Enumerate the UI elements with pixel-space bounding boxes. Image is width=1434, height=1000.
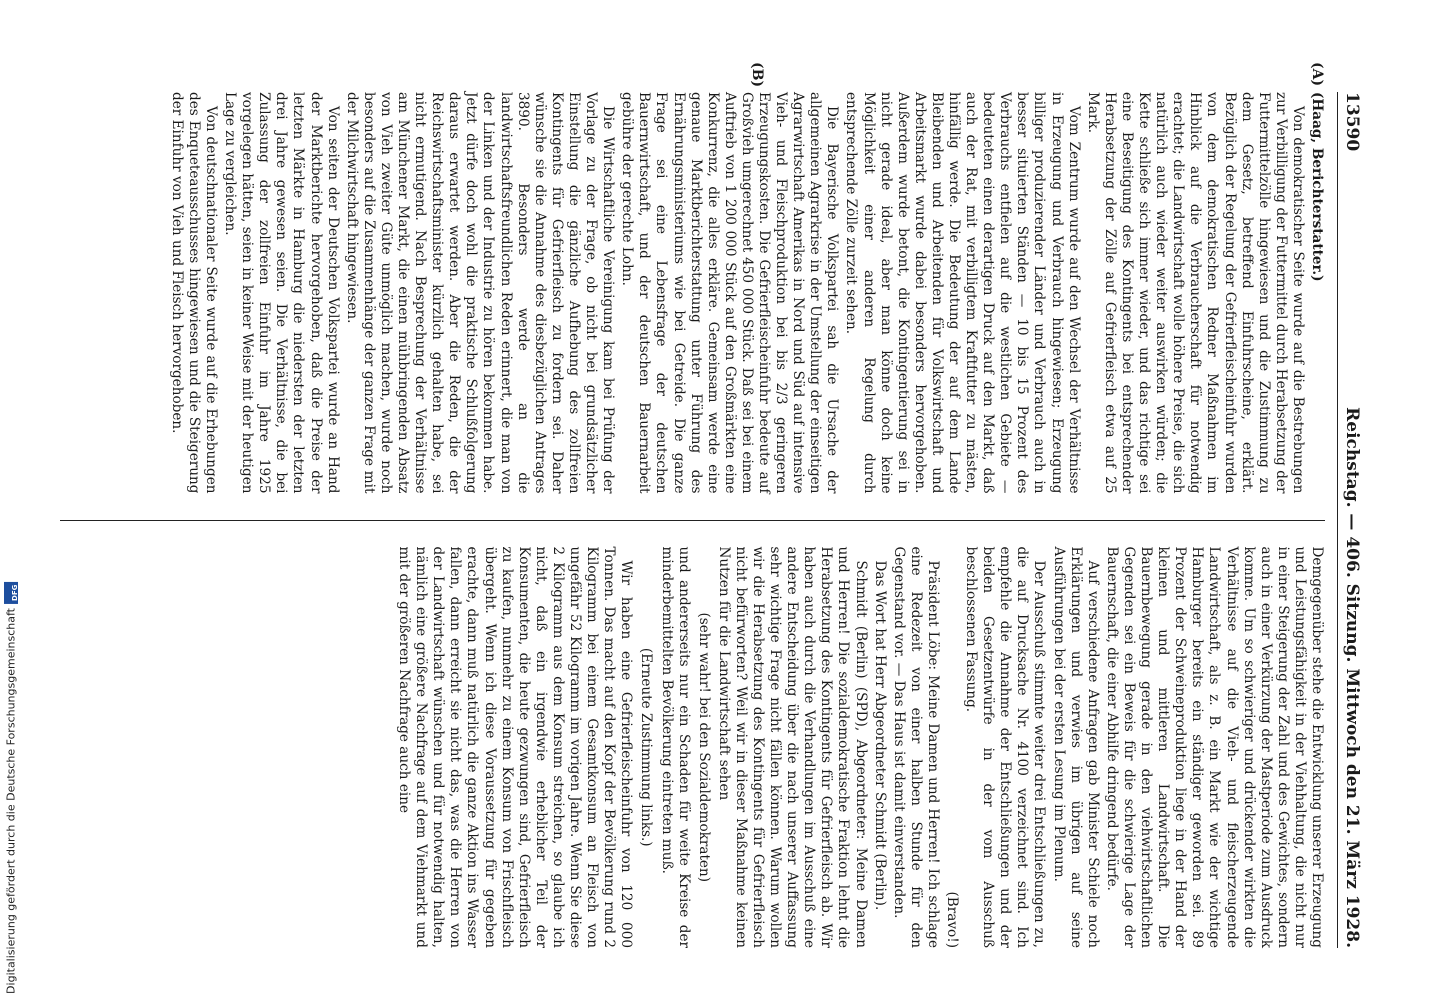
- page-title: Reichstag. — 406. Sitzung. Mittwoch den 21. März 1928.: [1342, 407, 1362, 948]
- left-column: [60, 62, 1325, 494]
- column-divider: [60, 520, 1325, 521]
- paragraph: Präsident Löbe: Meine Damen und Herren! Ich schlage eine Redezeit von einer halben Stunde für den Gegenstand vor. — Das Haus ist damit einverstanden.: [890, 546, 941, 948]
- paragraph: Wir haben eine Gefrierfleischeinfuhr von 120 000 Tonnen. Das macht auf den Kopf der Bevölkerung rund 2 Kilogramm bei einem Gesamtkonsum an Fleisch von ungefähr 52 Kilogramm im vorigen Jahre. Wenn Sie diese 2 Kilogramm aus dem Konsum streichen, so glaube ich nicht, daß ein irgendwie erheblicher Teil der Konsumenten, die heute gezwungen sind, Gefrierfleisch zu kaufen, nunmehr zu einem Konsum von Frischfleisch übergeht. Wenn ich diese Voraussetzung für gegeben erachte, dann muß natürlich die ganze Aktion ins Wasser fallen, dann erreicht sie nicht das, was die Herren von der Landwirtschaft wünschen und für notwendig halten, nämlich eine größere Nachfrage auf dem Viehmarkt und mit der größeren Nachfrage auch eine: [396, 546, 635, 948]
- paragraph: Das Wort hat Herr Abgeordneter Schmidt (Berlin).: [871, 560, 888, 911]
- digitization-credit: [4, 582, 18, 994]
- dfg-logo: DFG: [4, 582, 18, 604]
- page-header: [1337, 92, 1362, 948]
- paragraph: und andererseits nur ein Schaden für weite Kreise der minderbemittelten Bevölkerung eintreten muß.: [658, 546, 692, 948]
- paragraph: Die Bayerische Volkspartei sah die Ursache der allgemeinen Agrarkrise in der Umstellung der einseitigen Agrarwirtschaft Amerikas in Nord und Süd auf intensive Vieh- und Fleischproduktion bei bis 2/3 geringeren Erzeugungskosten. Die Gefrierfleischeinfuhr bedeute auf Großvieh umgerechnet 450 000 Stück. Daß sei bei einem Auftrieb von 1 200 000 Stück auf den Großmärkten eine Konkurrenz, die alles erkläre. Gemeinsam werde eine genaue Marktberichterstattung unter Führung des Ernährungsministeriums wie bei Getreide. Die ganze Frage sei eine Lebensfrage der deutschen Bauernwirtschaft, und der deutschen Bauernarbeit gebühre der gerechte Lohn.: [619, 92, 841, 494]
- interjection: (Erneute Zustimmung links.): [638, 647, 655, 847]
- margin-mark-b: (B): [749, 62, 765, 88]
- paragraph: Demgegenüber stehe die Entwicklung unserer Erzeugung und Leistungsfähigkeit in der Viehhaltung, die nicht nur in einer Steigerung der Zahl und des Gewichtes, sondern auch in einer Verkürzung der Mastperiode zum Ausdruck komme. Um so schwieriger und drückender wirkten die Verhältnisse auf die Vieh- und fleischerzeugende Landwirtschaft, als z. B. ein Markt wie der wichtige Hamburger bereits ein ständiger geworden sei. 89 Prozent der Schweineproduktion liege in der Hand der kleinen und mittleren Landwirtschaft. Die Bauernbewegung gerade in den viehwirtschaftlichen Gegenden sei ein Beweis für die schwierige Lage der Bauernschaft, die einer Abhilfe dringend bedürfe.: [1103, 546, 1325, 948]
- paragraph: Von deutschnationaler Seite wurde auf die Erhebungen des Enqueteausschusses hingewiesen und die Steigerung der Einfuhr von Vieh und Fleisch hervorgehoben.: [168, 92, 219, 494]
- page-number: 13590: [1342, 92, 1362, 152]
- text-columns: [60, 62, 1325, 948]
- paragraph: Von demokratischer Seite wurde auf die Bestrebungen zur Verbilligung der Futtermittel durch Herabsetzung der Futtermittelzölle hingewiesen und die Zustimmung zu dem Gesetz, betreffend Einfuhrscheine, erklärt. Bezüglich der Regelung der Gefrierfleischeinfuhr wurden von dem demokratischen Redner Maßnahmen im Hinblick auf die Verbraucherschaft für notwendig erachtet; die Landwirtschaft wolle höhere Preise, die sich natürlich auch wieder weiter auswirken würden; die Kette schließe sich immer wieder, und das richtige sei eine Beseitigung des Kontingents bei entsprechender Herabsetzung der Zölle auf Gefrierfleisch etwa auf 25 Mark.: [1084, 92, 1306, 494]
- margin-mark-a: (A): [1309, 62, 1325, 87]
- paragraph: Auf verschiedene Anfragen gab Minister Schiele noch Erklärungen und verwies im übrigen auf seine Ausführungen bei der ersten Lesung im Plenum.: [1050, 546, 1101, 948]
- speaker-line: (Haag, Berichterstatter.): [1309, 92, 1325, 282]
- paragraph: Schmidt (Berlin) (SPD), Abgeordneter: Meine Damen und Herren! Die sozialdemokratische Fraktion lehnt die Herabsetzung des Kontingents für Gefrierfleisch ab. Wir haben auch durch die Verhandlungen im Ausschuß eine andere Entscheidung über die nach unserer Auffassung sehr wichtige Frage nicht fällen können. Warum wollen wir die Herabsetzung des Kontingents für Gefrierfleisch nicht befürworten? Weil wir in dieser Maßnahme keinen Nutzen für die Landwirtschaft sehen: [715, 546, 869, 948]
- applause-note: (Bravo!): [944, 891, 961, 948]
- paragraph: Vom Zentrum wurde auf den Wechsel der Verhältnisse in Erzeugung und Verbrauch hingewiesen; Erzeugung billiger produzierender Länder und Verbrauch auch in besser situierten Ständen — 10 bis 15 Prozent des Verbrauchs entfielen auf die westlichen Gebiete — bedeuteten einen derartigen Druck auf den Markt, daß auch der Rat, mit verbilligtem Kraftfutter zu mästen, hinfällig werde. Die Bedeutung der auf dem Lande Bleibenden und Arbeitenden für Volkswirtschaft und Arbeitsmarkt wurde dabei besonders hervorgehoben. Außerdem wurde betont, die Kontingentierung sei in nicht gerade ideal, aber man könne doch keine Möglichkeit einer anderen Regelung durch entsprechende Zölle zurzeit sehen.: [843, 92, 1082, 494]
- paragraph: Der Ausschuß stimmte weiter drei Entschließungen zu, die auf Drucksache Nr. 4100 verzeichnet sind. Ich empfehle die Annahme der Entschließungen und der beiden Gesetzentwürfe in der vom Ausschuß beschlossenen Fassung.: [963, 546, 1048, 948]
- credit-text: Digitalisierung gefördert durch die Deutsche Forschungsgemeinschaft: [4, 608, 18, 994]
- interjection: (sehr wahr! bei den Sozialdemokraten): [695, 612, 712, 883]
- right-column: [60, 547, 1325, 949]
- paragraph: Von seiten der Deutschen Volkspartei wurde an Hand der Marktberichte hervorgehoben, daß die Preise der letzten Märkte in Hamburg die niedersten der letzten drei Jahre gewesen seien. Die Verhältnisse, die bei Zulassung der zollfreien Einfuhr im Jahre 1925 vorgelegen hätten, seien in keiner Weise mit der heutigen Lage zu vergleichen.: [222, 92, 341, 494]
- paragraph: Die Wirtschaftliche Vereinigung kam bei Prüfung der Vorlage zu der Frage, ob nicht bei grundsätzlicher Einstellung die gänzliche Aufhebung des zollfreien Kontingents für Gefrierfleisch zu fordern sei. Daher wünsche sie die Annahme des diesbezüglichen Antrages 3890. Besonders werde an die landwirtschaftsfreundlichen Reden erinnert, die man von der Linken und der Industrie zu hören bekommen habe. Jetzt dürfe doch wohl die praktische Schlußfolgerung daraus erwartet werden. Aber die Reden, die der Reichswirtschaftsminister kürzlich gehalten habe, sei nicht ermutigend. Nach Besprechung der Verhältnisse am Münchener Markt, die einen mühbringenden Absatz von Vieh zweiter Güte unmöglich machen, wurde noch besonders auf die Zusammenhänge der ganzen Frage mit der Milchwirtschaft hingewiesen.: [343, 92, 617, 494]
